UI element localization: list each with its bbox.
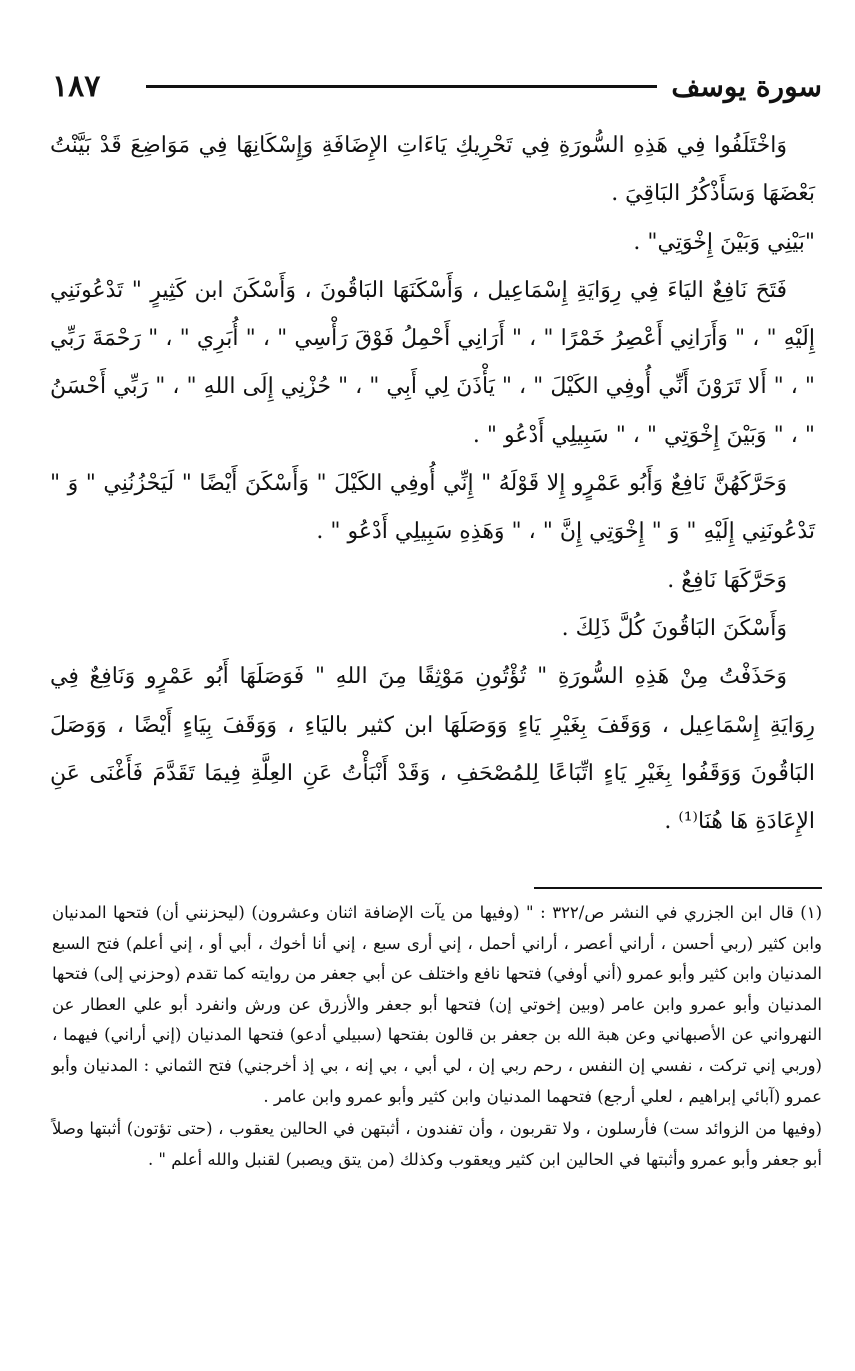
paragraph: وَأَسْكَنَ البَاقُونَ كُلَّ ذَلِكَ .	[561, 615, 787, 641]
paragraph: وَحَذَفْتُ مِنْ هَذِهِ السُّورَةِ " تُؤْتُونِ مَوْثِقًا مِنَ اللهِ " فَوَصَلَهَا أَبُو عَمْرٍو وَنَافِعٌ فِي رِوَايَةِ إِسْمَاعِيل ، وَوَقَفَ بِغَيْرِ يَاءٍ وَوَصَلَهَا ابن كثير باليَاءِ ، وَوَقَفَ بِيَاءٍ أَيْضًا ، وَوَصَلَ البَاقُونَ وَوَقَفُوا بِغَيْرِ يَاءٍ اتِّبَاعًا لِلمُصْحَفِ ، وَقَدْ أَنْبَأْتُ عَنِ العِلَّةِ فِيمَا تَقَدَّمَ فَأَغْنَى عَنِ الإِعَادَةِ هَا هُنَا⁽¹⁾ .	[50, 664, 815, 835]
paragraph: فَتَحَ نَافِعٌ اليَاءَ فِي رِوَايَةِ إِسْمَاعِيل ، وَأَسْكَنَهَا البَاقُونَ ، وَأَسْكَنَ ابن كَثِيرٍ " تَدْعُونَنِي إِلَيْهِ " ، " وَأَرَانِي أَعْصِرُ خَمْرًا " ، " أَرَانِي أَحْمِلُ فَوْقَ رَأْسِي " ، " أُبَرِي " ، " رَحْمَةَ رَبِّي " ، " أَلا تَرَوْنَ أَنِّي أُوفِي الكَيْلَ " ، " يَأْذَنَ لِي أَبِي " ، " حُزْنِي إِلَى اللهِ " ، " رَبِّي أَحْسَنُ " ، " وَبَيْنَ إِخْوَتِي " ، " سَبِيلِي أَدْعُو " .	[50, 277, 815, 448]
page-header	[52, 62, 822, 110]
footnote: (١) قال ابن الجزري في النشر ص/٣٢٢ : " (وفيها من يآت الإضافة اثنان وعشرون) (ليحزنني أن) فتحها المدنيان وابن كثير (ربي أحسن ، أراني أعصر ، أراني أحمل ، إني أرى سبع ، إني أنا أخوك ، أبي أو ، إني أعلم) فتح السبع المدنيان وابن كثير وأبو عمرو (أني أوفي) فتحها نافع واختلف عن أبي جعفر من روايته كما تقدم (وحزني إلى) فتحها المدنيان وأبو عمرو وابن عامر (وبين إخوتي إن) فتحها أبو جعفر والأزرق عن ورش وانفرد أبو علي العطار عن النهرواني عن الأصبهاني وعن هبة الله بن جعفر بن قالون بفتحها (سبيلي أدعو) فتحها المدنيان (إني أراني) فيهما ، (وربي إني تركت ، نفسي إن النفس ، رحم ربي إن ، لي أبي ، بي إنه ، بي إذ أخرجني) فتح الثماني : المدنيان وأبو عمرو (آبائي إبراهيم ، لعلي أرجع) فتحهما المدنيان وابن كثير وأبو عمرو وابن عامر .	[52, 903, 823, 1106]
footnote-separator	[534, 887, 822, 889]
page-number: ١٨٧	[52, 68, 101, 104]
paragraph: وَحَرَّكَهَا نَافِعٌ .	[667, 567, 787, 593]
main-text	[50, 122, 815, 846]
running-title: سورة يوسف	[671, 69, 822, 103]
paragraph: وَاخْتَلَفُوا فِي هَذِهِ السُّورَةِ فِي تَحْرِيكِ يَاءَاتِ الإِضَافَةِ وَإِسْكَانِهَا فِي مَوَاضِعَ قَدْ بَيَّنْتُ بَعْضَهَا وَسَأَذْكُرُ البَاقِيَ .	[50, 133, 815, 207]
paragraph: وَحَرَّكَهُنَّ نَافِعٌ وَأَبُو عَمْرٍو إِلا قَوْلَهُ " إِنِّي أُوفِي الكَيْلَ " وَأَسْكَنَ أَيْضًا " لَيَحْزُنُنِي " وَ " تَدْعُونَنِي إِلَيْهِ " وَ " إِخْوَتِي إِنَّ " ، " وَهَذِهِ سَبِيلِي أَدْعُو " .	[50, 471, 815, 545]
header-rule	[146, 85, 657, 88]
footnotes	[52, 898, 822, 1175]
paragraph: "بَيْنِي وَبَيْنَ إِخْوَتِي" .	[633, 229, 815, 255]
footnote-continuation: (وفيها من الزوائد ست) فأرسلون ، ولا تقربون ، وأن تفندون ، أثبتهن في الحالين يعقوب ، (حتى تؤتون) أثبتها وصلاً أبو جعفر وأبو عمرو وأثبتها في الحالين ابن كثير ويعقوب وكذلك (من يتق ويصبر) لقنبل والله أعلم " .	[52, 1119, 822, 1169]
